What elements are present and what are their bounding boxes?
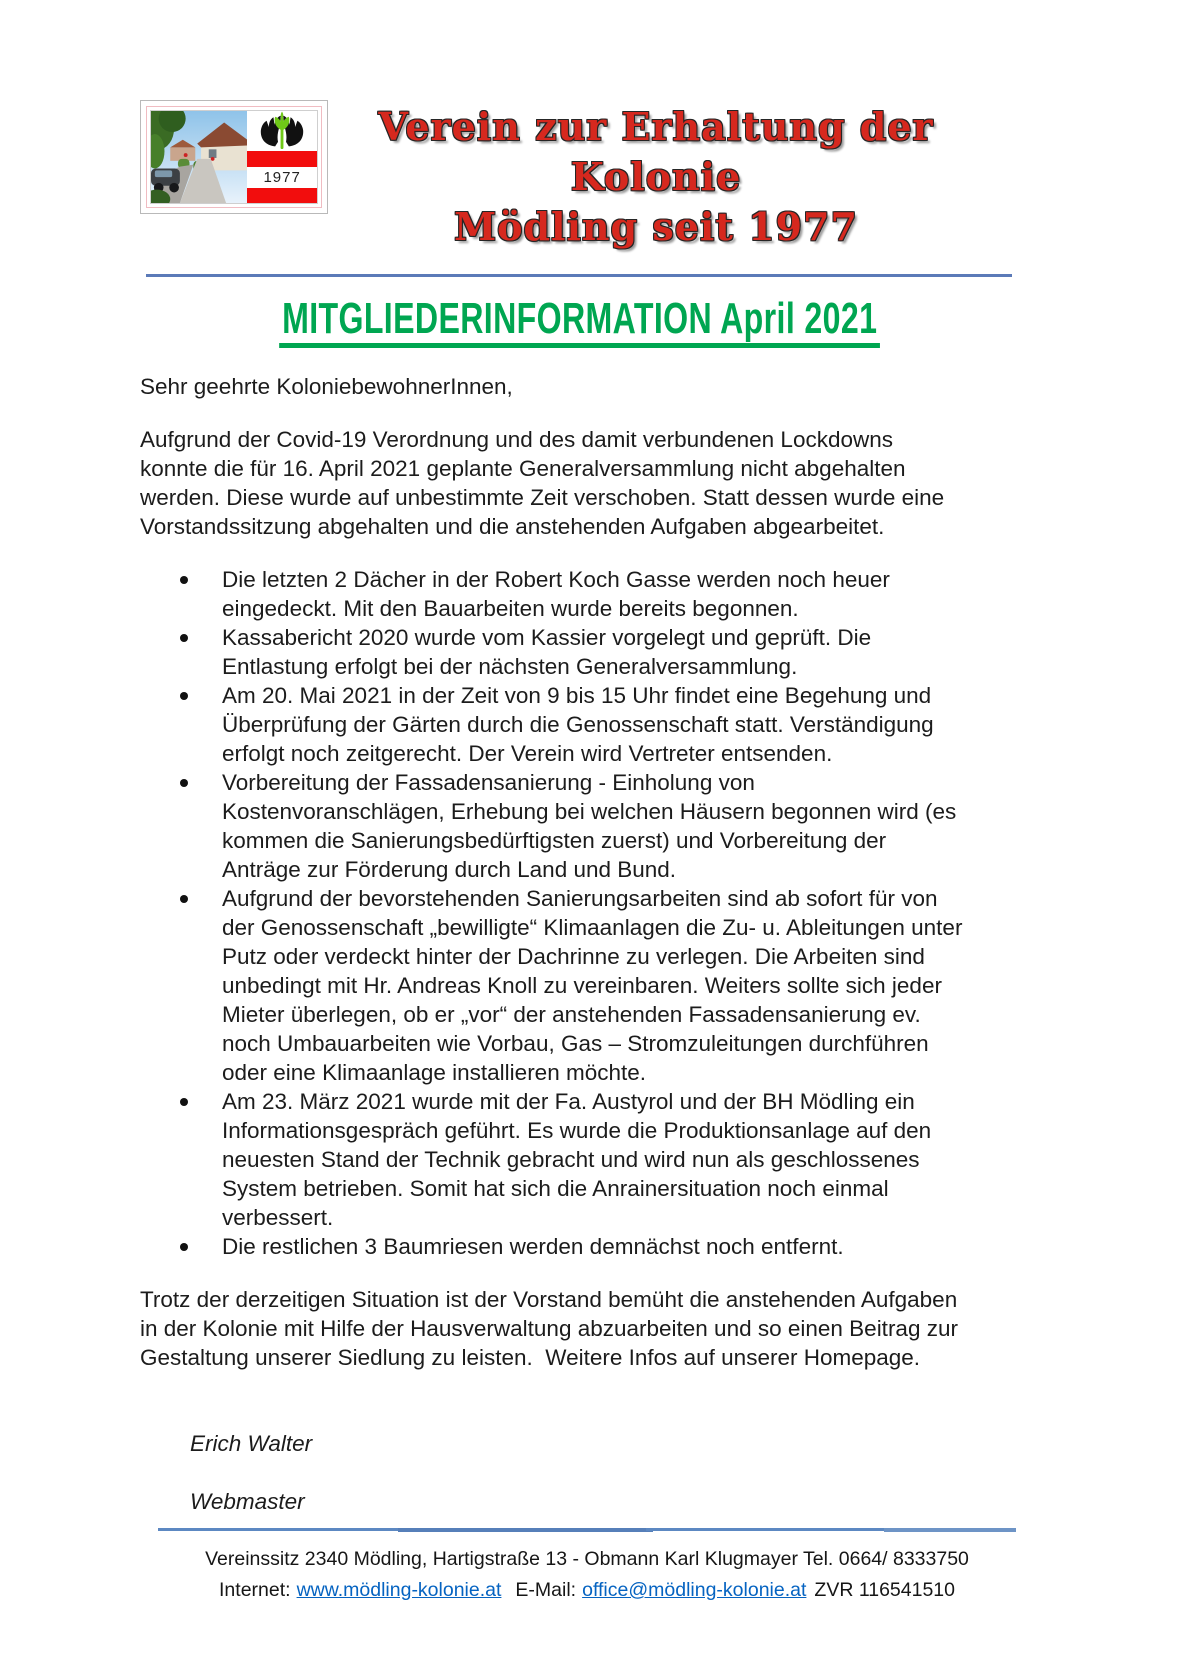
hands-sprout-icon — [253, 111, 311, 151]
signature-role: Webmaster — [190, 1489, 305, 1514]
signature-name: Erich Walter — [190, 1431, 313, 1456]
closing-paragraph: Trotz der derzeitigen Situation ist der Vorstand bemüht die anstehenden Aufgaben in der Kolonie mit Hilfe der Hausverwaltung abzuarbeiten und so einen Beitrag zur Gestaltung unserer Siedlung zu leisten. Weitere Infos auf unserer Homepage. — [140, 1287, 965, 1370]
internet-label: Internet: — [219, 1579, 291, 1601]
footer-address-line: Vereinssitz 2340 Mödling, Hartigstraße 13 - Obmann Karl Klugmayer Tel. 0664/ 8333750 — [205, 1548, 969, 1570]
logo-year: 1977 — [247, 167, 317, 188]
page-title-text: MITGLIEDERINFORMATION April 2021 — [279, 297, 880, 348]
list-item: Am 23. März 2021 wurde mit der Fa. Austyrol und der BH Mödling ein Informationsgespräch geführt. Es wurde die Produktionsanlage auf den neuesten Stand der Technik gebracht und wird nun als geschlossenes System betrieben. Somit hat sich die Anrainersituation noch einmal verbessert. — [222, 1087, 965, 1232]
header-divider — [146, 274, 1012, 277]
logo-emblem-panel — [247, 111, 317, 203]
email-label: E-Mail: — [515, 1579, 577, 1601]
org-title-line2: Mödling seit 1977 — [454, 204, 858, 249]
letter-footer — [158, 1528, 1016, 1606]
list-item: Am 20. Mai 2021 in der Zeit von 9 bis 15 Uhr findet eine Begehung und Überprüfung der Gärten durch die Genossenschaft statt. Verständigung erfolgt noch zeitgerecht. Der Verein wird Vertreter entsenden. — [222, 681, 965, 768]
club-logo-frame — [146, 106, 322, 208]
footer-contact-line — [158, 1575, 1016, 1606]
list-item: Die letzten 2 Dächer in der Robert Koch Gasse werden noch heuer eingedeckt. Mit den Bauarbeiten wurde bereits begonnen. — [222, 565, 965, 623]
footer-divider — [158, 1528, 1016, 1536]
logo-stripe-red-top — [247, 151, 317, 167]
letter-body — [140, 372, 1020, 1545]
signature-block — [140, 1400, 965, 1545]
list-item: Kassabericht 2020 wurde vom Kassier vorgelegt und geprüft. Die Entlastung erfolgt bei der nächsten Generalversammlung. — [222, 623, 965, 681]
org-title-line1: Verein zur Erhaltung der Kolonie — [378, 104, 934, 199]
logo-stripe-red-bottom — [247, 188, 317, 204]
org-title — [328, 100, 1020, 252]
list-item: Aufgrund der bevorstehenden Sanierungsarbeiten sind ab sofort für von der Genossenschaft „bewilligte“ Klimaanlagen die Zu- u. Ableitungen unter Putz oder verdeckt hinter der Dachrinne zu verlegen. Die Arbeiten sind unbedingt mit Hr. Andreas Knoll zu vereinbaren. Weiters sollte sich jeder Mieter überlegen, ob er „vor“ der anstehenden Fassadensanierung ev. noch Umbauarbeiten wie Vorbau, Gas – Stromzuleitungen durchführen oder eine Klimaanlage installieren möchte. — [222, 884, 965, 1087]
letterhead — [140, 100, 1020, 252]
email-link[interactable]: office@mödling-kolonie.at — [582, 1579, 807, 1601]
bullet-list — [140, 565, 965, 1261]
list-item: Vorbereitung der Fassadensanierung - Einholung von Kostenvoranschlägen, Erhebung bei welchen Häusern begonnen wird (es kommen die Sanierungsbedürftigsten zuerst) und Vorbereitung der Anträge zur Förderung durch Land und Bund. — [222, 768, 965, 884]
zvr-number: ZVR 116541510 — [814, 1579, 955, 1601]
intro-paragraph: Aufgrund der Covid-19 Verordnung und des damit verbundenen Lockdowns konnte die für 16. April 2021 geplante Generalversammlung nicht abgehalten werden. Diese wurde auf unbestimmte Zeit verschoben. Statt dessen wurde eine Vorstandssitzung abgehalten und die anstehenden Aufgaben abgearbeitet. — [140, 427, 951, 539]
salutation: Sehr geehrte KoloniebewohnerInnen, — [140, 374, 513, 399]
website-link[interactable]: www.mödling-kolonie.at — [296, 1579, 502, 1601]
list-item: Die restlichen 3 Baumriesen werden demnächst noch entfernt. — [222, 1232, 965, 1261]
club-logo — [140, 100, 328, 214]
page-title — [140, 294, 1020, 348]
street-photo — [151, 111, 247, 203]
